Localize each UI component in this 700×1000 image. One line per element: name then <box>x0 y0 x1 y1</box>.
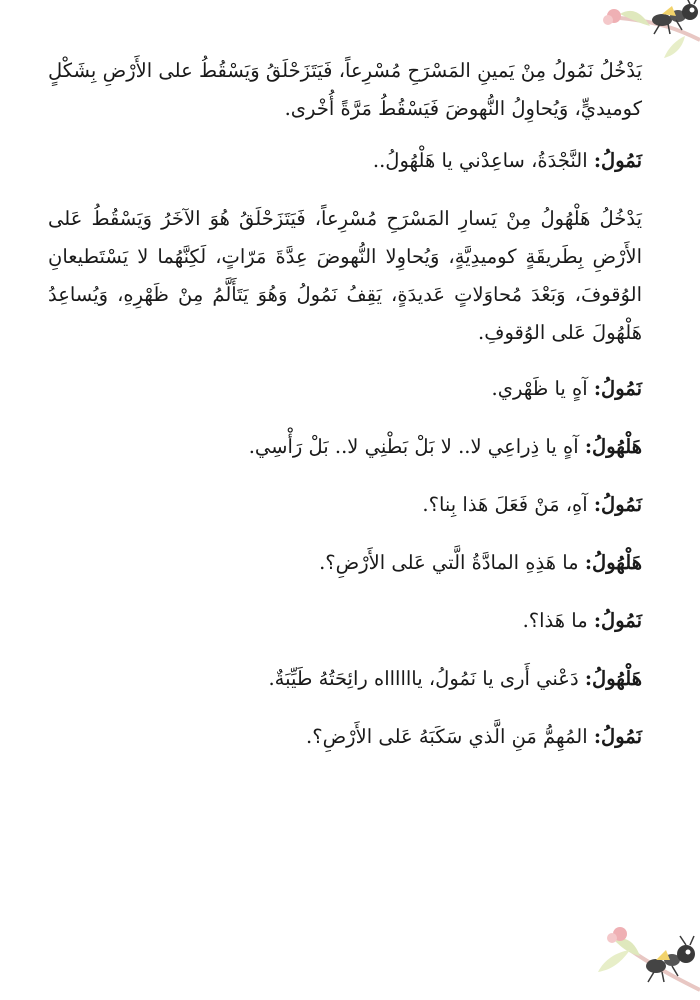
speaker-name: نَمُولُ: <box>593 149 642 172</box>
speaker-name: هَلْهُولُ: <box>584 551 642 574</box>
dialogue-text: ما هَذا؟. <box>522 609 588 632</box>
dialogue-text: آهٍ يا ذِراعِي لا.. لا بَلْ بَطْنِي لا.. بَلْ رَأْسِي. <box>248 435 579 458</box>
dialogue-text: ما هَذِهِ المادَّةُ الَّتي عَلى الأَرْضِ؟. <box>319 551 579 574</box>
dialogue-line <box>48 486 642 524</box>
narration-paragraph: يَدْخُلُ هَلْهُولُ مِنْ يَسارِ المَسْرَحِ مُسْرِعاً، فَيَتَزَحْلَقُ هُوَ الآخَرُ وَيَسْقُطُ عَلى الأَرْضِ بِطَريقَةٍ كوميدِيَّةٍ، وَيُحاوِلا النُّهوضَ عِدَّةَ مَرّاتٍ، لَكِنَّهُما لا يَسْتَطيعانِ الوُقوفَ، وَبَعْدَ مُحاوَلاتٍ عَديدَةٍ، يَقِفُ نَمُولُ وَهُوَ يَتَأَلَّمُ مِنْ ظَهْرِهِ، وَيُساعِدُ هَلْهُولَ عَلى الوُقوفِ. <box>48 207 642 344</box>
dialogue-line <box>48 370 642 408</box>
speaker-name: هَلْهُولُ: <box>584 435 642 458</box>
dialogue-line <box>48 660 642 698</box>
dialogue-text: آهٍ يا ظَهْري. <box>491 377 588 400</box>
dialogue-text: المُهِمُّ مَنِ الَّذي سَكَبَهُ عَلى الأَرْضِ؟. <box>306 725 588 748</box>
dialogue-line <box>48 428 642 466</box>
speaker-name: نَمُولُ: <box>593 493 642 516</box>
speaker-name: نَمُولُ: <box>593 725 642 748</box>
speaker-name: نَمُولُ: <box>593 609 642 632</box>
narration-paragraph: يَدْخُلُ نَمُولُ مِنْ يَمينِ المَسْرَحِ مُسْرِعاً، فَيَتَزَحْلَقُ وَيَسْقُطُ على الأَرْضِ بِشَكْلٍ كوميديٍّ، وَيُحاوِلُ النُّهوضَ فَيَسْقُطُ مَرَّةً أُخْرى. <box>48 59 642 120</box>
dialogue-text: آهِ، مَنْ فَعَلَ هَذا بِنا؟. <box>422 493 588 516</box>
speaker-name: هَلْهُولُ: <box>584 667 642 690</box>
speaker-name: نَمُولُ: <box>593 377 642 400</box>
dialogue-line <box>48 544 642 582</box>
dialogue-line <box>48 142 642 180</box>
script-text <box>48 52 642 776</box>
dialogue-line <box>48 718 642 756</box>
dialogue-text: النَّجْدَةُ، ساعِدْني يا هَلْهُولُ.. <box>372 149 588 172</box>
ant-branch-illustration-bottom <box>590 910 700 1000</box>
dialogue-line <box>48 602 642 640</box>
dialogue-text: دَعْني أَرى يا نَمُولُ، يااااااه رائِحَتُهُ طَيِّبَةٌ. <box>268 667 579 690</box>
